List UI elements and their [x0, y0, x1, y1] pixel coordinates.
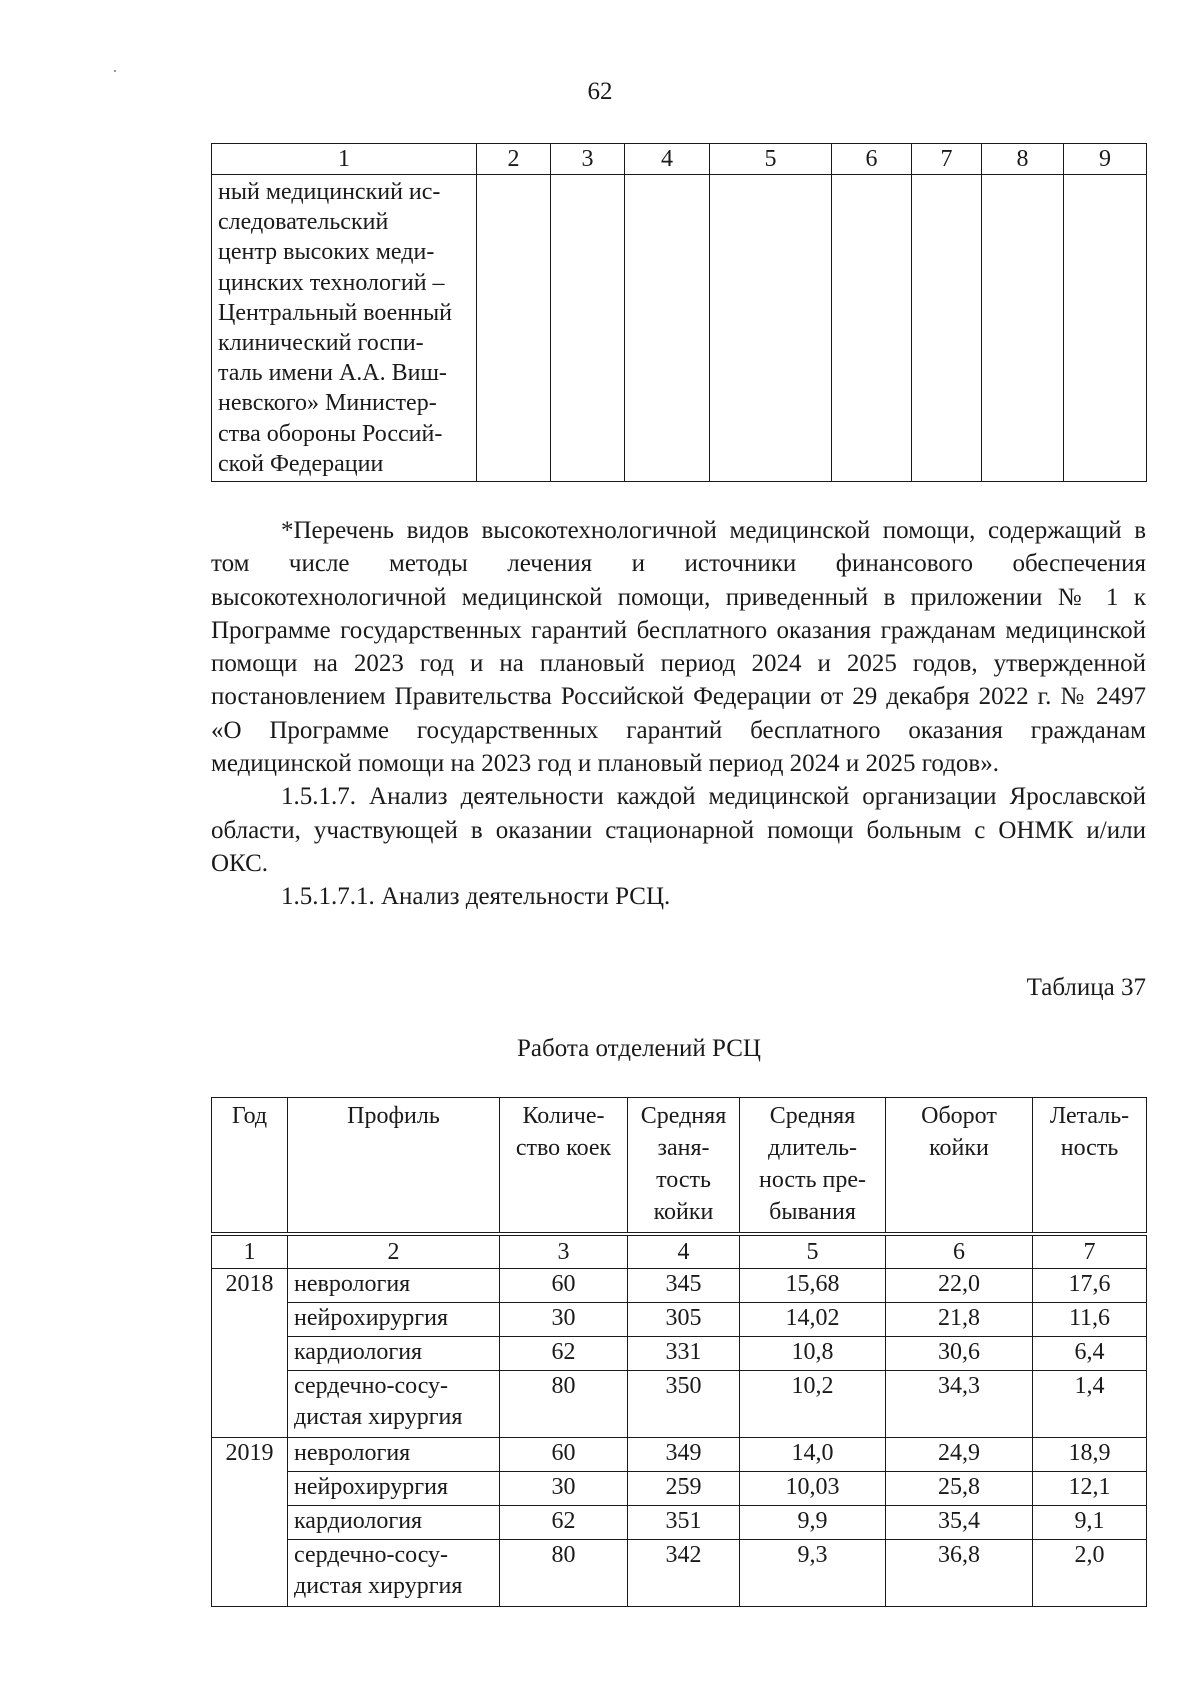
stay-cell: 10,2 [740, 1371, 886, 1438]
mortality-cell: 2,0 [1033, 1540, 1147, 1607]
turnover-cell: 30,6 [886, 1337, 1033, 1371]
col-number: 7 [1033, 1234, 1147, 1269]
profile-cell: кардиология [288, 1337, 500, 1371]
col-number: 5 [740, 1234, 886, 1269]
beds-cell: 60 [500, 1438, 628, 1472]
stay-cell: 14,02 [740, 1303, 886, 1337]
turnover-cell: 34,3 [886, 1371, 1033, 1438]
org-line: Центральный военный [218, 299, 452, 326]
empty-cell [832, 175, 912, 482]
header-mortality: Леталь- ность [1033, 1098, 1147, 1235]
col-number: 6 [832, 144, 912, 175]
beds-cell: 80 [500, 1371, 628, 1438]
col-number: 3 [500, 1234, 628, 1269]
org-line: невского» Министер- [218, 390, 437, 417]
stay-cell: 10,03 [740, 1472, 886, 1506]
occupancy-cell: 350 [628, 1371, 740, 1438]
profile-cell: сердечно-сосу- дистая хирургия [288, 1371, 500, 1438]
header-profile: Профиль [288, 1098, 500, 1235]
page-number: 62 [587, 78, 613, 105]
year-cell: 2019 [212, 1438, 288, 1607]
empty-cell [551, 175, 625, 482]
mortality-cell: 1,4 [1033, 1371, 1147, 1438]
table-row [212, 1303, 1147, 1337]
stay-cell: 14,0 [740, 1438, 886, 1472]
org-line: центр высоких меди- [218, 239, 435, 266]
profile-cell: сердечно-сосу- дистая хирургия [288, 1540, 500, 1607]
empty-cell [710, 175, 832, 482]
beds-cell: 62 [500, 1337, 628, 1371]
table-row [212, 1269, 1147, 1303]
table-row [212, 1337, 1147, 1371]
col-number: 5 [710, 144, 832, 175]
occupancy-cell: 305 [628, 1303, 740, 1337]
col-number: 3 [551, 144, 625, 175]
mortality-cell: 6,4 [1033, 1337, 1147, 1371]
table-row [212, 1540, 1147, 1607]
header-beds: Количе- ство коек [500, 1098, 628, 1235]
empty-cell [477, 175, 551, 482]
col-number: 6 [886, 1234, 1033, 1269]
table-header-row [212, 1098, 1147, 1235]
profile-cell: неврология [288, 1438, 500, 1472]
org-line: клинический госпи- [218, 330, 424, 357]
footnote-paragraph: *Перечень видов высокотехнологичной медицинской помощи, содержащий в том числе методы лечения и источники финансового обеспечения высокотехнологичной медицинской помощи, приведенный в приложении № 1 к Программе государственных гарантий бесплатного оказания гражданам медицинской помощи на 2023 год и на плановый период 2024 и 2025 годов, утвержденной постановлением Правительства Российской Федерации от 29 декабря 2022 г. № 2497 «О Программе государственных гарантий бесплатного оказания гражданам медицинской помощи на 2023 год и плановый период 2024 и 2025 годов». [211, 517, 1146, 778]
stay-cell: 10,8 [740, 1337, 886, 1371]
org-line: таль имени А.А. Виш- [218, 360, 447, 387]
empty-cell [625, 175, 710, 482]
turnover-cell: 24,9 [886, 1438, 1033, 1472]
turnover-cell: 36,8 [886, 1540, 1033, 1607]
section-paragraph: 1.5.1.7. Анализ деятельности каждой медицинской организации Ярославской области, участвующей в оказании стационарной помощи больным с ОНМК и/или ОКС. [211, 783, 1146, 877]
continuation-header-row [212, 144, 1147, 175]
organization-name-cell [212, 175, 477, 482]
mortality-cell: 9,1 [1033, 1506, 1147, 1540]
mortality-cell: 17,6 [1033, 1269, 1147, 1303]
mortality-cell: 12,1 [1033, 1472, 1147, 1506]
mortality-cell: 11,6 [1033, 1303, 1147, 1337]
col-number: 4 [625, 144, 710, 175]
occupancy-cell: 349 [628, 1438, 740, 1472]
org-line: ства обороны Россий- [218, 420, 443, 447]
turnover-cell: 22,0 [886, 1269, 1033, 1303]
table-row [212, 1438, 1147, 1472]
col-number: 1 [212, 144, 477, 175]
col-number: 4 [628, 1234, 740, 1269]
profile-cell: нейрохирургия [288, 1303, 500, 1337]
col-number: 9 [1064, 144, 1147, 175]
occupancy-cell: 345 [628, 1269, 740, 1303]
col-number: 7 [912, 144, 982, 175]
empty-cell [1064, 175, 1147, 482]
col-number: 1 [212, 1234, 288, 1269]
header-year: Год [212, 1098, 288, 1235]
col-number: 2 [288, 1234, 500, 1269]
column-number-row [212, 1234, 1147, 1269]
col-number: 2 [477, 144, 551, 175]
stay-cell: 9,3 [740, 1540, 886, 1607]
beds-cell: 30 [500, 1472, 628, 1506]
beds-cell: 62 [500, 1506, 628, 1540]
empty-cell [912, 175, 982, 482]
mortality-cell: 18,9 [1033, 1438, 1147, 1472]
scan-speck [114, 70, 116, 72]
continuation-body-row [212, 175, 1147, 482]
col-number: 8 [982, 144, 1064, 175]
header-turnover: Оборот койки [886, 1098, 1033, 1235]
table-row [212, 1371, 1147, 1438]
body-text [211, 514, 1146, 914]
table-row [212, 1506, 1147, 1540]
header-stay: Средняя длитель- ность пре- бывания [740, 1098, 886, 1235]
beds-cell: 60 [500, 1269, 628, 1303]
occupancy-cell: 331 [628, 1337, 740, 1371]
stay-cell: 15,68 [740, 1269, 886, 1303]
turnover-cell: 21,8 [886, 1303, 1033, 1337]
table-label: Таблица 37 [1026, 974, 1146, 1001]
profile-cell: нейрохирургия [288, 1472, 500, 1506]
rsc-departments-table [211, 1097, 1147, 1607]
org-line: ской Федерации [218, 450, 384, 477]
table-row [212, 1472, 1147, 1506]
occupancy-cell: 342 [628, 1540, 740, 1607]
org-line: цинских технологий – [218, 269, 445, 296]
occupancy-cell: 259 [628, 1472, 740, 1506]
continuation-table [211, 143, 1147, 482]
empty-cell [982, 175, 1064, 482]
table-title: Работа отделений РСЦ [517, 1035, 761, 1062]
beds-cell: 30 [500, 1303, 628, 1337]
profile-cell: кардиология [288, 1506, 500, 1540]
year-cell: 2018 [212, 1269, 288, 1438]
subsection-heading: 1.5.1.7.1. Анализ деятельности РСЦ. [281, 883, 671, 911]
stay-cell: 9,9 [740, 1506, 886, 1540]
beds-cell: 80 [500, 1540, 628, 1607]
header-occupancy: Средняя заня- тость койки [628, 1098, 740, 1235]
occupancy-cell: 351 [628, 1506, 740, 1540]
turnover-cell: 25,8 [886, 1472, 1033, 1506]
turnover-cell: 35,4 [886, 1506, 1033, 1540]
profile-cell: неврология [288, 1269, 500, 1303]
org-line: следовательский [218, 209, 389, 236]
org-line: ный медицинский ис- [218, 179, 441, 205]
